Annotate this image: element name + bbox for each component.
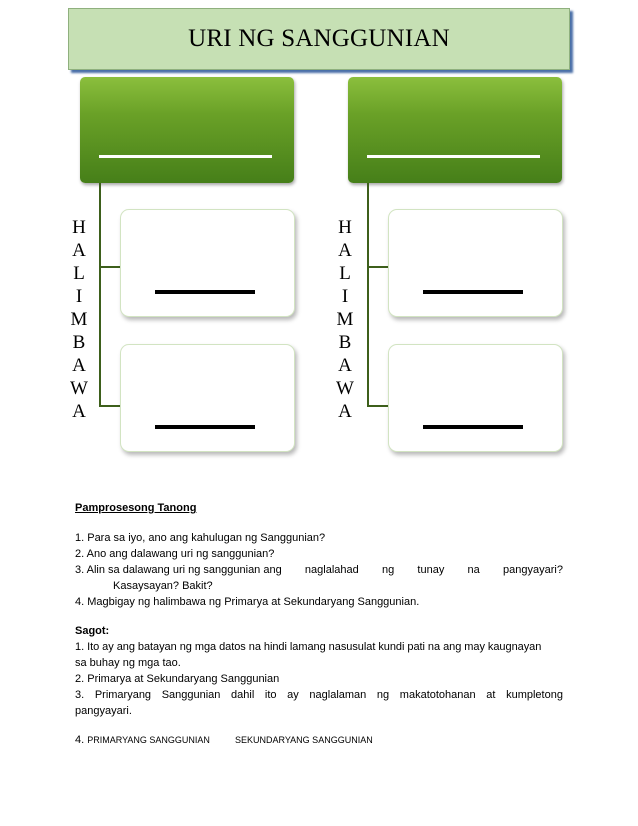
halimbawa-letter: I — [75, 286, 83, 307]
answer-3-word: ay — [287, 689, 299, 701]
answer-1-line-1: 1. Ito ay ang batayan ng mga datos na hindi lamang nasusulat kundi pati na ang may kaugnayan — [75, 641, 542, 653]
halimbawa-letter: B — [72, 332, 86, 353]
left-category-blank — [99, 155, 272, 158]
answer-4-number: 4. — [75, 734, 85, 746]
halimbawa-letter: A — [72, 355, 86, 376]
halimbawa-letter: H — [338, 217, 352, 238]
question-3-word: pangyayari? — [503, 564, 563, 576]
question-3-word: tunay — [417, 564, 445, 576]
answer-4-secondary: SEKUNDARYANG SANGGUNIAN — [235, 735, 373, 745]
right-example-blank-2 — [423, 425, 523, 429]
question-3-word: na — [467, 564, 480, 576]
question-1: 1. Para sa iyo, ano ang kahulugan ng Sanggunian? — [75, 532, 326, 544]
halimbawa-letter: A — [338, 240, 352, 261]
answer-3-word: naglalaman — [309, 689, 367, 701]
question-2: 2. Ano ang dalawang uri ng sanggunian? — [75, 548, 275, 560]
questions-heading: Pamprosesong Tanong — [75, 502, 197, 514]
right-example-box-1 — [388, 209, 563, 317]
left-example-box-2 — [120, 344, 295, 452]
left-connector-2 — [99, 405, 120, 407]
halimbawa-letter: W — [336, 378, 354, 399]
halimbawa-letter: L — [339, 263, 351, 284]
halimbawa-letter: I — [341, 286, 349, 307]
left-example-blank-1 — [155, 290, 255, 294]
right-example-box-2 — [388, 344, 563, 452]
title-banner — [68, 8, 570, 70]
question-3-continuation: Kasaysayan? Bakit? — [113, 580, 213, 592]
halimbawa-letter: M — [70, 309, 88, 330]
answer-4 — [75, 732, 373, 748]
halimbawa-letter: H — [72, 217, 86, 238]
halimbawa-letter: A — [72, 240, 86, 261]
answer-3-word: Sanggunian — [161, 689, 221, 701]
right-connector-2 — [367, 405, 388, 407]
answer-3-word: ito — [264, 689, 277, 701]
answer-1-line-2: sa buhay ng mga tao. — [75, 657, 181, 669]
answer-3-line-2: pangyayari. — [75, 705, 132, 717]
answer-3-word: makatotohanan — [399, 689, 476, 701]
left-example-box-1 — [120, 209, 295, 317]
right-category-box — [348, 77, 562, 183]
left-category-box — [80, 77, 294, 183]
left-halimbawa-label — [66, 216, 92, 423]
halimbawa-letter: B — [338, 332, 352, 353]
answer-3-word: at — [486, 689, 496, 701]
right-category-blank — [367, 155, 540, 158]
right-connector-1 — [367, 266, 388, 268]
right-connector-vertical — [367, 183, 369, 407]
question-3 — [75, 562, 563, 578]
halimbawa-letter: A — [338, 355, 352, 376]
halimbawa-letter: W — [70, 378, 88, 399]
question-3-word: 3. Alin sa dalawang uri ng sanggunian ang — [75, 564, 282, 576]
answer-3-word: kumpletong — [506, 689, 563, 701]
question-3-word: naglalahad — [304, 564, 359, 576]
left-connector-1 — [99, 266, 120, 268]
answer-3-word: dahil — [231, 689, 255, 701]
left-example-blank-2 — [155, 425, 255, 429]
answer-3-line-1 — [75, 687, 563, 703]
halimbawa-letter: M — [336, 309, 354, 330]
answer-3-word: ng — [376, 689, 390, 701]
answer-3-word: Primaryang — [94, 689, 152, 701]
question-3-word: ng — [381, 564, 395, 576]
halimbawa-letter: A — [338, 401, 352, 422]
right-halimbawa-label — [332, 216, 358, 423]
answers-heading: Sagot: — [75, 625, 110, 637]
answer-4-primary: PRIMARYANG SANGGUNIAN — [87, 735, 210, 745]
answer-3-word: 3. — [75, 689, 85, 701]
halimbawa-letter: L — [73, 263, 85, 284]
answer-2: 2. Primarya at Sekundaryang Sanggunian — [75, 673, 280, 685]
page-title: URI NG SANGGUNIAN — [188, 25, 450, 52]
question-4: 4. Magbigay ng halimbawa ng Primarya at Sekundaryang Sanggunian. — [75, 596, 420, 608]
halimbawa-letter: A — [72, 401, 86, 422]
right-example-blank-1 — [423, 290, 523, 294]
left-connector-vertical — [99, 183, 101, 407]
